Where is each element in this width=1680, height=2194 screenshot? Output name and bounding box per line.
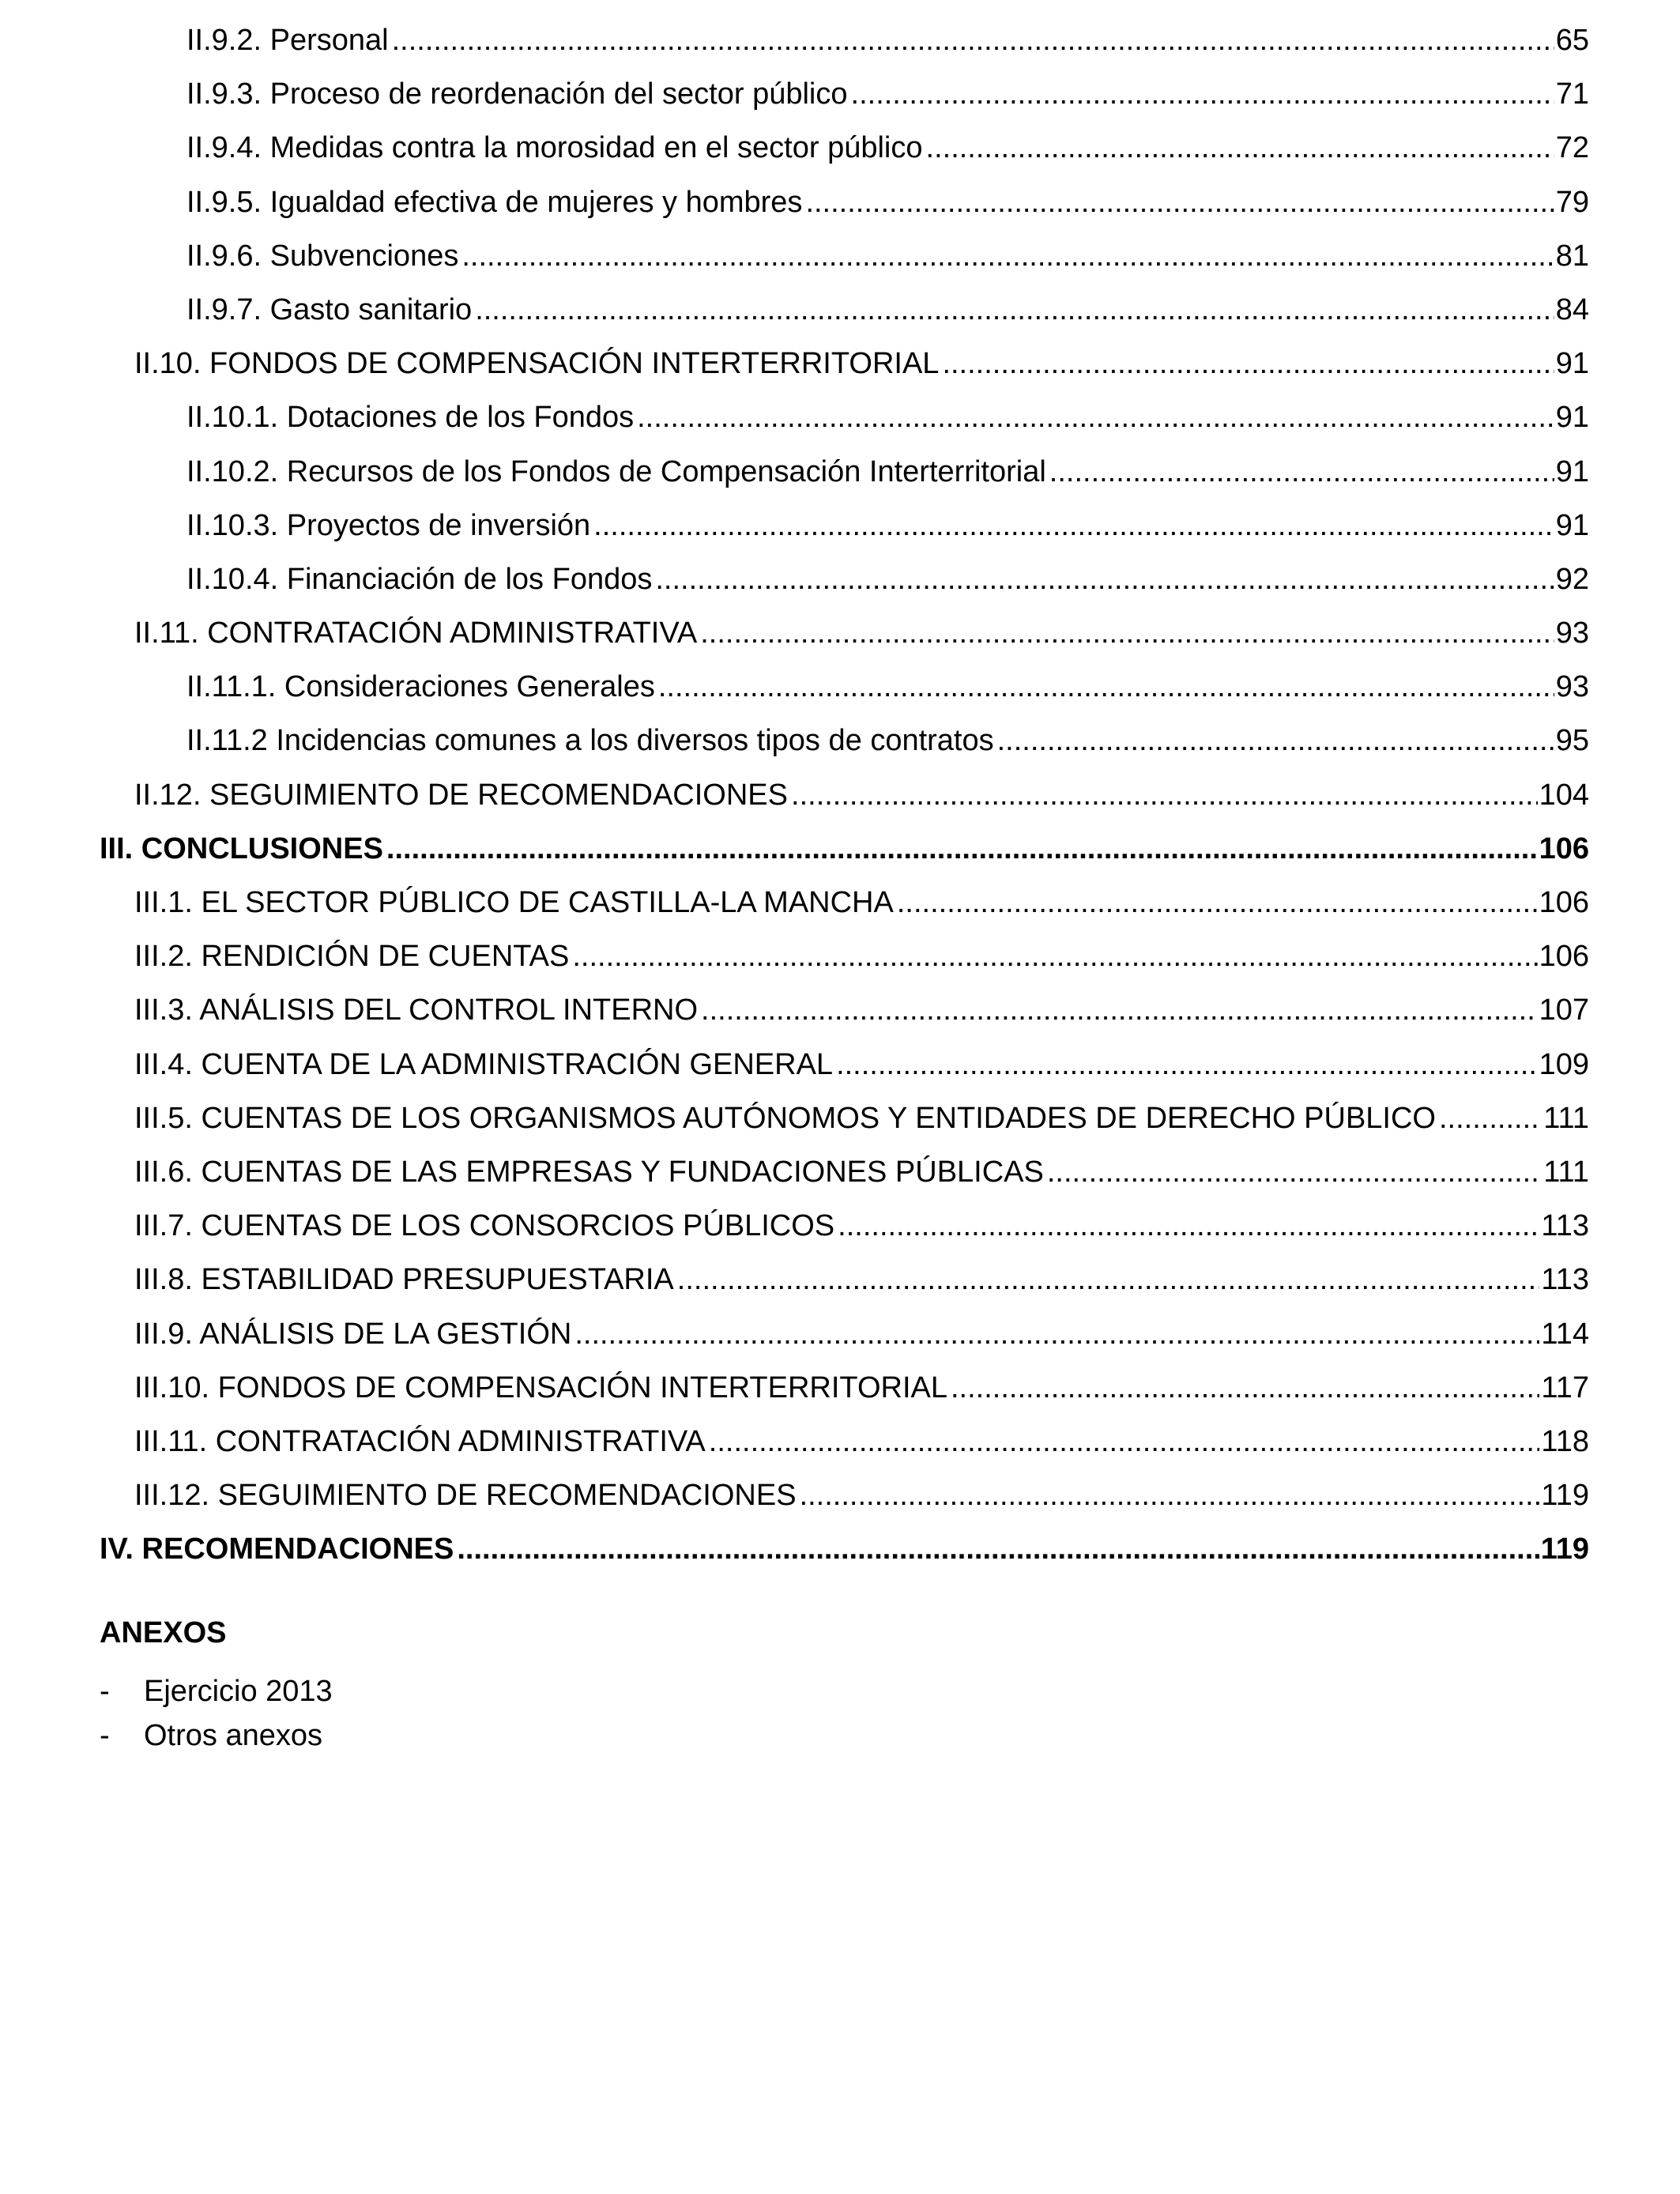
toc-entry[interactable]: [100, 983, 1589, 1037]
toc-entry-page-number: 109: [1539, 1047, 1589, 1081]
toc-entry[interactable]: [100, 714, 1589, 767]
toc-dot-leader: [574, 1307, 1539, 1361]
toc-dot-leader: [897, 876, 1538, 929]
toc-dot-leader: [800, 1468, 1540, 1522]
toc-entry-title: II.9.5. Igualdad efectiva de mujeres y hombres: [186, 185, 803, 219]
toc-dot-leader: [700, 606, 1554, 660]
toc-entry[interactable]: [100, 929, 1589, 983]
toc-entry-page-number: 106: [1539, 886, 1589, 919]
toc-entry-page-number: 113: [1541, 1263, 1589, 1297]
toc-entry-page-number: 106: [1539, 831, 1589, 865]
toc-dot-leader: [997, 714, 1554, 767]
toc-entry-page-number: 114: [1541, 1317, 1589, 1351]
table-of-contents: [100, 13, 1589, 1576]
toc-entry-title: III.9. ANÁLISIS DE LA GESTIÓN: [134, 1317, 572, 1351]
toc-dot-leader: [951, 1361, 1539, 1415]
toc-entry[interactable]: [100, 660, 1589, 714]
toc-entry-page-number: 107: [1539, 993, 1589, 1027]
toc-entry-page-number: 71: [1555, 77, 1589, 111]
toc-entry-title: III.6. CUENTAS DE LAS EMPRESAS Y FUNDACIONES PÚBLICAS: [134, 1155, 1044, 1189]
toc-entry-title: III.5. CUENTAS DE LOS ORGANISMOS AUTÓNOMOS Y ENTIDADES DE DERECHO PÚBLICO: [134, 1101, 1436, 1135]
toc-entry-title: III.12. SEGUIMIENTO DE RECOMENDACIONES: [134, 1479, 797, 1513]
toc-entry-title: II.11. CONTRATACIÓN ADMINISTRATIVA: [134, 616, 698, 650]
toc-entry-title: III.3. ANÁLISIS DEL CONTROL INTERNO: [134, 993, 699, 1027]
toc-entry-page-number: 92: [1555, 562, 1589, 596]
toc-entry-title: III.11. CONTRATACIÓN ADMINISTRATIVA: [134, 1424, 706, 1458]
toc-dot-leader: [701, 983, 1538, 1037]
toc-dot-leader: [637, 390, 1554, 444]
toc-entry-page-number: 84: [1555, 292, 1589, 326]
toc-entry-page-number: 118: [1541, 1424, 1589, 1458]
toc-entry-title: III.2. RENDICIÓN DE CUENTAS: [134, 940, 570, 974]
annex-item-label: Otros anexos: [144, 1719, 322, 1752]
toc-entry-title: II.11.2 Incidencias comunes a los diversos tipos de contratos: [186, 724, 994, 758]
toc-entry-page-number: 93: [1555, 670, 1589, 704]
toc-entry[interactable]: [100, 1091, 1589, 1145]
toc-entry-title: III.1. EL SECTOR PÚBLICO DE CASTILLA-LA MANCHA: [134, 886, 894, 919]
toc-entry[interactable]: [100, 1361, 1589, 1415]
toc-entry[interactable]: [100, 445, 1589, 499]
toc-entry-page-number: 106: [1539, 940, 1589, 974]
toc-entry-page-number: 72: [1555, 131, 1589, 165]
toc-dot-leader: [1049, 445, 1554, 499]
toc-dot-leader: [655, 552, 1554, 606]
toc-entry-page-number: 79: [1555, 185, 1589, 219]
toc-entry[interactable]: [100, 1522, 1589, 1576]
toc-entry-title: III.8. ESTABILIDAD PRESUPUESTARIA: [134, 1263, 674, 1297]
toc-entry[interactable]: [100, 552, 1589, 606]
toc-entry-page-number: 119: [1540, 1532, 1589, 1566]
toc-dot-leader: [805, 175, 1554, 229]
toc-dot-leader: [677, 1253, 1540, 1306]
toc-entry[interactable]: [100, 1253, 1589, 1306]
toc-entry-title: II.9.2. Personal: [186, 24, 389, 57]
toc-entry-title: II.12. SEGUIMIENTO DE RECOMENDACIONES: [134, 778, 789, 812]
toc-entry[interactable]: [100, 1468, 1589, 1522]
toc-dot-leader: [572, 929, 1537, 983]
toc-entry[interactable]: [100, 121, 1589, 175]
toc-entry-page-number: 91: [1555, 454, 1589, 488]
toc-dot-leader: [475, 283, 1554, 337]
toc-entry[interactable]: [100, 499, 1589, 552]
toc-entry[interactable]: [100, 283, 1589, 337]
toc-dot-leader: [461, 229, 1554, 283]
toc-dot-leader: [836, 1038, 1538, 1091]
toc-entry-page-number: 117: [1541, 1370, 1589, 1404]
toc-entry[interactable]: [100, 229, 1589, 283]
toc-entry-title: III.10. FONDOS DE COMPENSACIÓN INTERTERRITORIAL: [134, 1370, 947, 1404]
toc-entry[interactable]: [100, 175, 1589, 229]
toc-entry-page-number: 91: [1555, 401, 1589, 435]
toc-entry-title: III.4. CUENTA DE LA ADMINISTRACIÓN GENERAL: [134, 1047, 834, 1081]
toc-entry-page-number: 119: [1541, 1479, 1589, 1513]
toc-entry-title: III.7. CUENTAS DE LOS CONSORCIOS PÚBLICOS: [134, 1209, 835, 1243]
toc-dot-leader: [386, 822, 1538, 876]
toc-entry-title: II.9.7. Gasto sanitario: [186, 292, 473, 326]
toc-dot-leader: [392, 13, 1554, 67]
toc-entry-page-number: 111: [1543, 1101, 1589, 1135]
toc-entry[interactable]: [100, 390, 1589, 444]
toc-entry-page-number: 65: [1555, 24, 1589, 57]
annexes-list: [100, 1669, 333, 1758]
toc-entry[interactable]: [100, 876, 1589, 929]
toc-entry[interactable]: [100, 606, 1589, 660]
toc-dot-leader: [942, 337, 1554, 390]
toc-entry[interactable]: [100, 13, 1589, 67]
toc-entry-page-number: 81: [1555, 239, 1589, 273]
toc-entry-title: II.10.1. Dotaciones de los Fondos: [186, 401, 635, 435]
toc-entry[interactable]: [100, 822, 1589, 876]
toc-entry[interactable]: [100, 1199, 1589, 1253]
toc-entry-title: II.9.4. Medidas contra la morosidad en el sector público: [186, 131, 923, 165]
toc-dot-leader: [1047, 1145, 1542, 1199]
list-bullet-dash: -: [100, 1675, 110, 1708]
toc-entry-title: II.10.2. Recursos de los Fondos de Compensación Interterritorial: [186, 454, 1046, 488]
toc-entry[interactable]: [100, 1307, 1589, 1361]
toc-entry-title: II.10. FONDOS DE COMPENSACIÓN INTERTERRITORIAL: [134, 347, 940, 381]
annex-item-label: Ejercicio 2013: [144, 1675, 333, 1708]
list-bullet-dash: -: [100, 1719, 110, 1752]
toc-dot-leader: [593, 499, 1554, 552]
toc-entry-page-number: 93: [1555, 616, 1589, 650]
toc-entry[interactable]: [100, 768, 1589, 822]
toc-entry-page-number: 95: [1555, 724, 1589, 758]
annex-list-item: [100, 1669, 333, 1713]
toc-entry-page-number: 111: [1543, 1155, 1589, 1189]
annexes-heading: ANEXOS: [100, 1616, 227, 1649]
toc-entry-title: II.10.3. Proyectos de inversión: [186, 508, 591, 542]
toc-entry-page-number: 104: [1539, 778, 1589, 812]
toc-entry[interactable]: [100, 1038, 1589, 1091]
toc-entry-title: IV. RECOMENDACIONES: [100, 1532, 454, 1566]
toc-entry-title: II.11.1. Consideraciones Generales: [186, 670, 655, 704]
toc-dot-leader: [926, 121, 1554, 175]
toc-entry[interactable]: [100, 337, 1589, 390]
toc-entry-title: II.9.3. Proceso de reordenación del sector público: [186, 77, 848, 111]
toc-entry-page-number: 91: [1555, 347, 1589, 381]
toc-dot-leader: [658, 660, 1554, 714]
annex-list-item: [100, 1713, 333, 1758]
toc-dot-leader: [851, 67, 1554, 121]
toc-dot-leader: [457, 1522, 1539, 1576]
toc-entry-page-number: 113: [1541, 1209, 1589, 1243]
toc-dot-leader: [838, 1199, 1539, 1253]
toc-dot-leader: [1439, 1091, 1542, 1145]
toc-entry[interactable]: [100, 1415, 1589, 1468]
toc-entry-page-number: 91: [1555, 508, 1589, 542]
toc-entry-title: II.10.4. Financiación de los Fondos: [186, 562, 653, 596]
toc-entry-title: II.9.6. Subvenciones: [186, 239, 459, 273]
toc-dot-leader: [791, 768, 1538, 822]
toc-entry[interactable]: [100, 1145, 1589, 1199]
toc-entry-title: III. CONCLUSIONES: [100, 831, 383, 865]
toc-entry[interactable]: [100, 67, 1589, 121]
toc-dot-leader: [709, 1415, 1540, 1468]
